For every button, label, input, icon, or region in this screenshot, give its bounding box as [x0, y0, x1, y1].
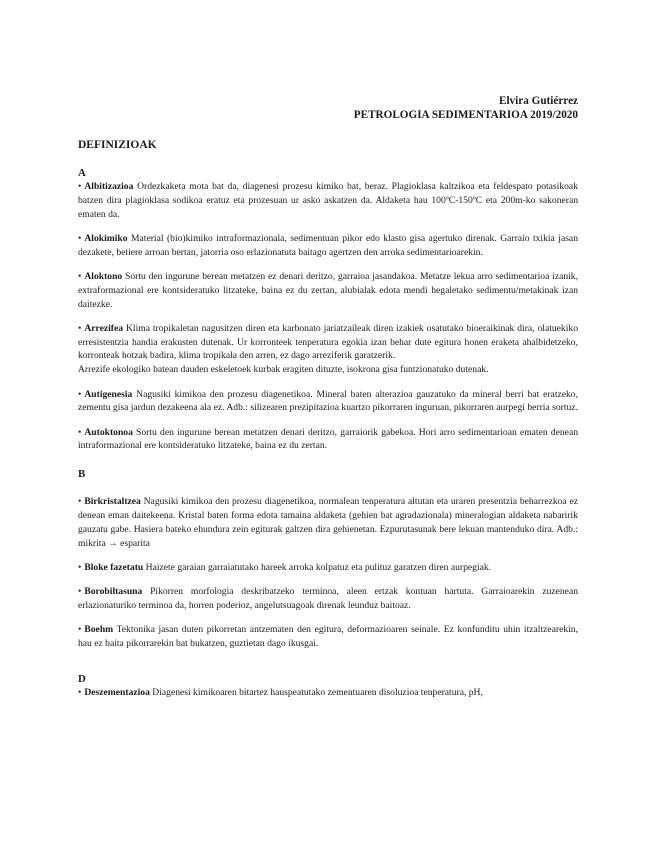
section-letter-d: D: [78, 672, 86, 685]
entry-term: Deszementazioa: [84, 686, 150, 698]
entry-bloke-fazetatu: [78, 561, 578, 575]
bullet: •: [78, 426, 82, 438]
entry-term: Alokimiko: [84, 232, 128, 244]
entry-text: Ordezkaketa mota bat da, diagenesi prozesu kimiko bat, beraz. Plagioklasa kaltzikoa eta feldespato potasikoak batzen dira plagioklasa sodikoa eratuz eta prozesuan ur asko askatzen da. Aldaketa hau 100ºC-150ºC eta 200m-ko sakoneran ematen da.: [78, 181, 578, 220]
entry-text: Diagenesi kimikoaren bitartez hauspeatutako zementuaren disoluzioa tenperatura, pH,: [149, 686, 483, 698]
document-page: [78, 94, 578, 710]
entry-autoktonoa: [78, 426, 578, 454]
entry-extra-text: Arrezife ekologiko batean dauden eskeletoek kurbak eragiten dituzte, isokrona gisa funtzionatuko dutenak.: [78, 364, 489, 376]
bullet: •: [78, 496, 82, 508]
entry-term: Boehm: [84, 624, 114, 636]
header-course: PETROLOGIA SEDIMENTARIOA 2019/2020: [353, 109, 578, 121]
section-a: [78, 167, 578, 453]
bullet: •: [78, 586, 82, 598]
bullet: •: [78, 561, 82, 573]
section-d: [78, 673, 578, 700]
entry-arrezifea: [78, 322, 578, 377]
entry-text: Sortu den ingurune berean metatzen denari deritzo, garraiorik gabekoa. Hori arro sedimentarioan ematen denean intraformazional ere kontsideratuko litzateke, baina ez du zertan.: [78, 426, 578, 452]
bullet: •: [78, 686, 82, 698]
entry-term: Arrezifea: [84, 322, 124, 334]
bullet: •: [78, 232, 82, 244]
entry-term: Autigenesia: [84, 388, 133, 400]
entry-term: Birkristaltzea: [84, 496, 141, 508]
section-letter-b: B: [78, 468, 86, 481]
entry-text: Tektonika jasan duten pikorretan antzematen den egitura, deformazioaren seinale. Ez konfunditu uhin itzaltzearekin, hau ez baita pikorrarekin bat bukatzen, guztietan dago ikusgai.: [78, 624, 578, 650]
bullet: •: [78, 270, 82, 282]
entry-deszementazioa: [78, 686, 578, 700]
entry-term: Bloke fazetatu: [84, 561, 144, 573]
bullet: •: [78, 624, 82, 636]
header-author: Elvira Gutiérrez: [498, 95, 578, 107]
entry-autigenesia: [78, 388, 578, 416]
entry-term: Autoktonoa: [84, 426, 133, 438]
entry-text: Pikorren morfologia deskribatzeko terminoa, aleen ertzak kontuan hartuta. Garraioarekin zuzenean erlazionaturiko terminoa da, horren poderioz, angelutsuagoak direnak leunduz baitoaz.: [78, 586, 578, 612]
entry-text: Material (bio)kimiko intraformazionala, sedimentuan pikor edo klasto gisa agertuko direnak. Garraio txikia jasan dezakete, betiere arroan bertan, jatorria oso erlazionatuta baitago agertzen den arroka sedimentarioarekin.: [78, 232, 578, 258]
entry-term: Aloktono: [84, 270, 123, 282]
entry-text: Sortu den ingurune berean metatzen ez denari deritzo, garraioa jasandakoa. Metatze lekua arro sedimentarioa izanik, extraformazional ere kontsideratuko litzateke, baina ez du zertan, alubialak edota mendi hegaletako sedimentu/metakinak izan daitezke.: [78, 270, 578, 310]
section-b: [78, 468, 578, 651]
entry-boehm: [78, 623, 578, 651]
entry-birkristaltzea: [78, 495, 578, 550]
entry-term: Borobiltasuna: [84, 586, 143, 598]
document-title: DEFINIZIOAK: [78, 139, 157, 151]
entry-aloktono: [78, 270, 578, 311]
bullet: •: [78, 322, 82, 334]
entry-text: Klima tropikaletan nagusitzen diren eta karbonato jariatzaileak diren izakiek osatutako bioeraikinak dira, olatuekiko erresistentzia handia erakusten dutenak. Ur korronteek tenperatura egokia izan behar dute egitura honen eraketa ahalbidetzeko, korronteak hotzak badira, klima tropikala den arren, ez dago arreziferik garatzerik.: [78, 322, 578, 362]
entry-text: Haizete garaian garraiatutako hareek arroka kolpatuz eta pulituz garatzen diren aurpegiak.: [143, 561, 492, 573]
section-letter-a: A: [78, 167, 86, 179]
bullet: •: [78, 388, 82, 400]
entry-albitizazioa: [78, 180, 578, 221]
entry-text: Nagusiki kimikoa den prozesu diagenetikoa. Mineral baten alterazioa gauzatuko da mineral berri bat eratzeko, zementu gisa jardun dezakeena ala ez. Adb.: silizearen prezipitazioa kuartzo pikorraren inguruan, pikorraren aurpegi berria sortuz.: [78, 388, 578, 414]
entry-borobiltasuna: [78, 585, 578, 613]
entry-alokimiko: [78, 232, 578, 260]
bullet: •: [78, 181, 82, 192]
entry-text: Nagusiki kimikoa den prozesu diagenetikoa, normalean tenperatura altutan eta uraren presentzia beharrezkoa ez denean eman daitekeena. Kristal baten forma edota tamaina aldaketa (gehien bat agradazionala) mineralogian aldaketa nabaririk gauzatu gabe. Hasiera bateko ehundura zein egiturak galtzen dira gehienetan. Ezpurutasunak bere lekuan mantenduko dira. Adb.: mikrita → esparita: [78, 496, 578, 549]
entry-term: Albitizazioa: [84, 181, 134, 192]
